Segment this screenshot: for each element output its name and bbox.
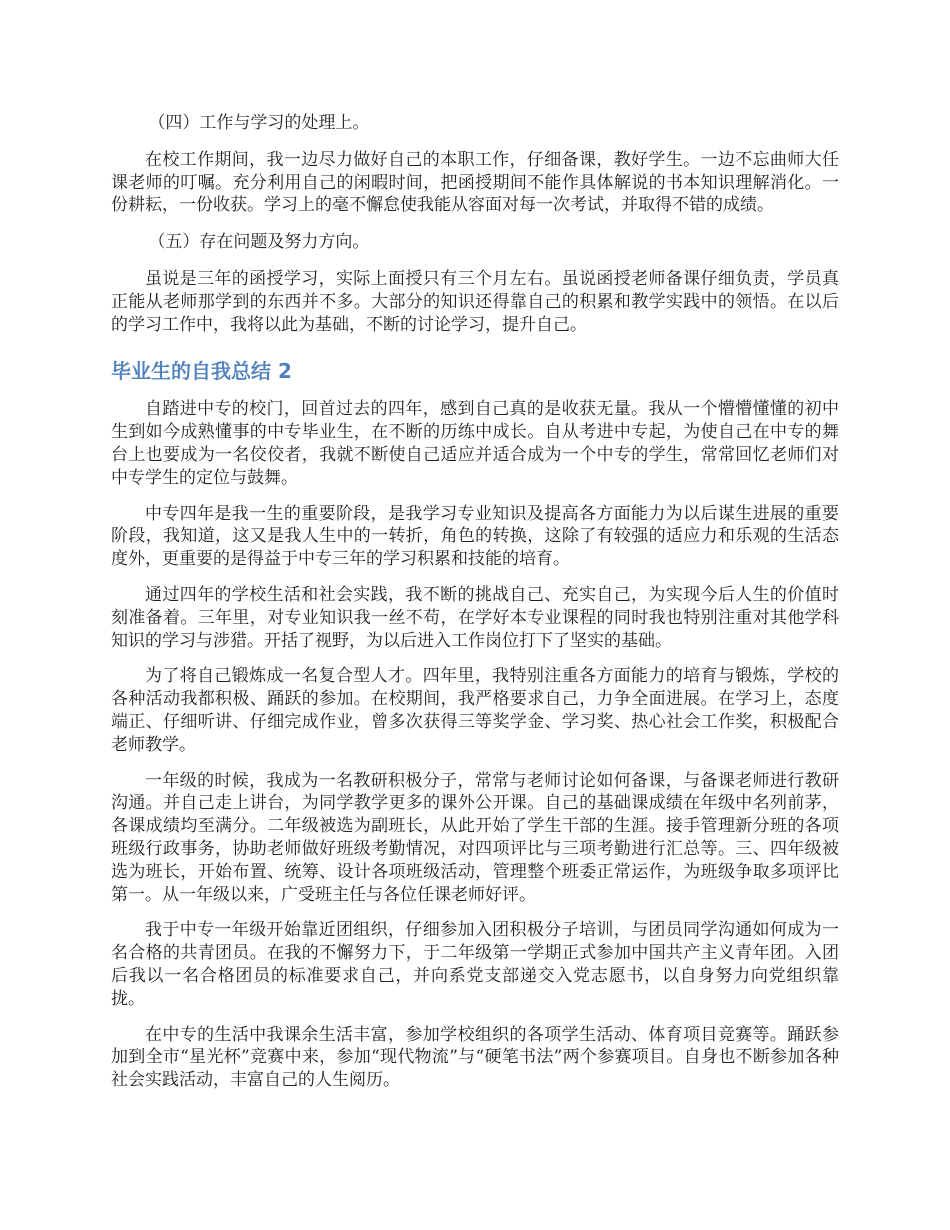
paragraph: 自踏进中专的校门，回首过去的四年，感到自己真的是收获无量。我从一个懵懵懂懂的初中生到如今成熟懂事的中专毕业生，在不断的历练中成长。自从考进中专起，为使自己在中专的舞台上也要成为一名佼佼者，我就不断使自己适应并适合成为一个中专的学生，常常回忆老师们对中专学生的定位与鼓舞。	[111, 399, 839, 488]
paragraph: 一年级的时候，我成为一名教研积极分子，常常与老师讨论如何备课，与备课老师进行教研沟通。并自己走上讲台，为同学教学更多的课外公开课。自己的基础课成绩在年级中名列前茅，各课成绩均至满分。二年级被选为副班长，从此开始了学生干部的生涯。接手管理新分班的各项班级行政事务，协助老师做好班级考勤情况，对四项评比与三项考勤进行汇总等。三、四年级被选为班长，开始布置、统筹、设计各项班级活动，管理整个班委正常运作，为班级争取多项评比第一。从一年级以来，广受班主任与各位任课老师好评。	[111, 770, 839, 905]
paragraph-work-study: 在校工作期间，我一边尽力做好自己的本职工作，仔细备课，教好学生。一边不忘曲师大任课老师的叮嘱。充分利用自己的闲暇时间，把函授期间不能作具体解说的书本知识理解消化。一份耕耘，一份收获。学习上的毫不懈怠使我能从容面对每一次考试，并取得不错的成绩。	[111, 149, 839, 216]
paragraph: 通过四年的学校生活和社会实践，我不断的挑战自己、充实自己，为实现今后人生的价值时刻准备着。三年里，对专业知识我一丝不苟，在学好本专业课程的同时我也特别注重对其他学科知识的学习与涉猎。开括了视野，为以后进入工作岗位打下了坚实的基础。	[111, 584, 839, 651]
section-title: 毕业生的自我总结 2	[111, 359, 292, 384]
paragraph: 中专四年是我一生的重要阶段，是我学习专业知识及提高各方面能力为以后谋生进展的重要阶段，我知道，这又是我人生中的一转折，角色的转换，这除了有较强的适应力和乐观的生活态度外，更重要的是得益于中专三年的学习积累和技能的培育。	[111, 503, 839, 570]
subheading-five: （五）存在问题及努力方向。	[148, 232, 370, 253]
paragraph: 在中专的生活中我课余生活丰富，参加学校组织的各项学生活动、体育项目竞赛等。踊跃参加到全市“星光杯”竞赛中来，参加“现代物流”与“硬笔书法”两个参赛项目。自身也不断参加各种社会实践活动，丰富自己的人生阅历。	[111, 1024, 839, 1091]
paragraph: 为了将自己锻炼成一名复合型人才。四年里，我特别注重各方面能力的培育与锻炼，学校的各种活动我都积极、踊跃的参加。在校期间，我严格要求自己，力争全面进展。在学习上，态度端正、仔细听讲、仔细完成作业，曾多次获得三等奖学金、学习奖、热心社会工作奖，积极配合老师教学。	[111, 666, 839, 755]
document-page	[111, 112, 839, 1092]
paragraph-problems: 虽说是三年的函授学习，实际上面授只有三个月左右。虽说函授老师备课仔细负责，学员真正能从老师那学到的东西并不多。大部分的知识还得靠自己的积累和教学实践中的领悟。在以后的学习工作中，我将以此为基础，不断的讨论学习，提升自己。	[111, 268, 839, 335]
paragraph: 我于中专一年级开始靠近团组织，仔细参加入团积极分子培训，与团员同学沟通如何成为一名合格的共青团员。在我的不懈努力下，于二年级第一学期正式参加中国共产主义青年团。入团后我以一名合格团员的标准要求自己，并向系党支部递交入党志愿书，以自身努力向党组织靠拢。	[111, 920, 839, 1009]
subheading-four: （四）工作与学习的处理上。	[148, 113, 370, 133]
